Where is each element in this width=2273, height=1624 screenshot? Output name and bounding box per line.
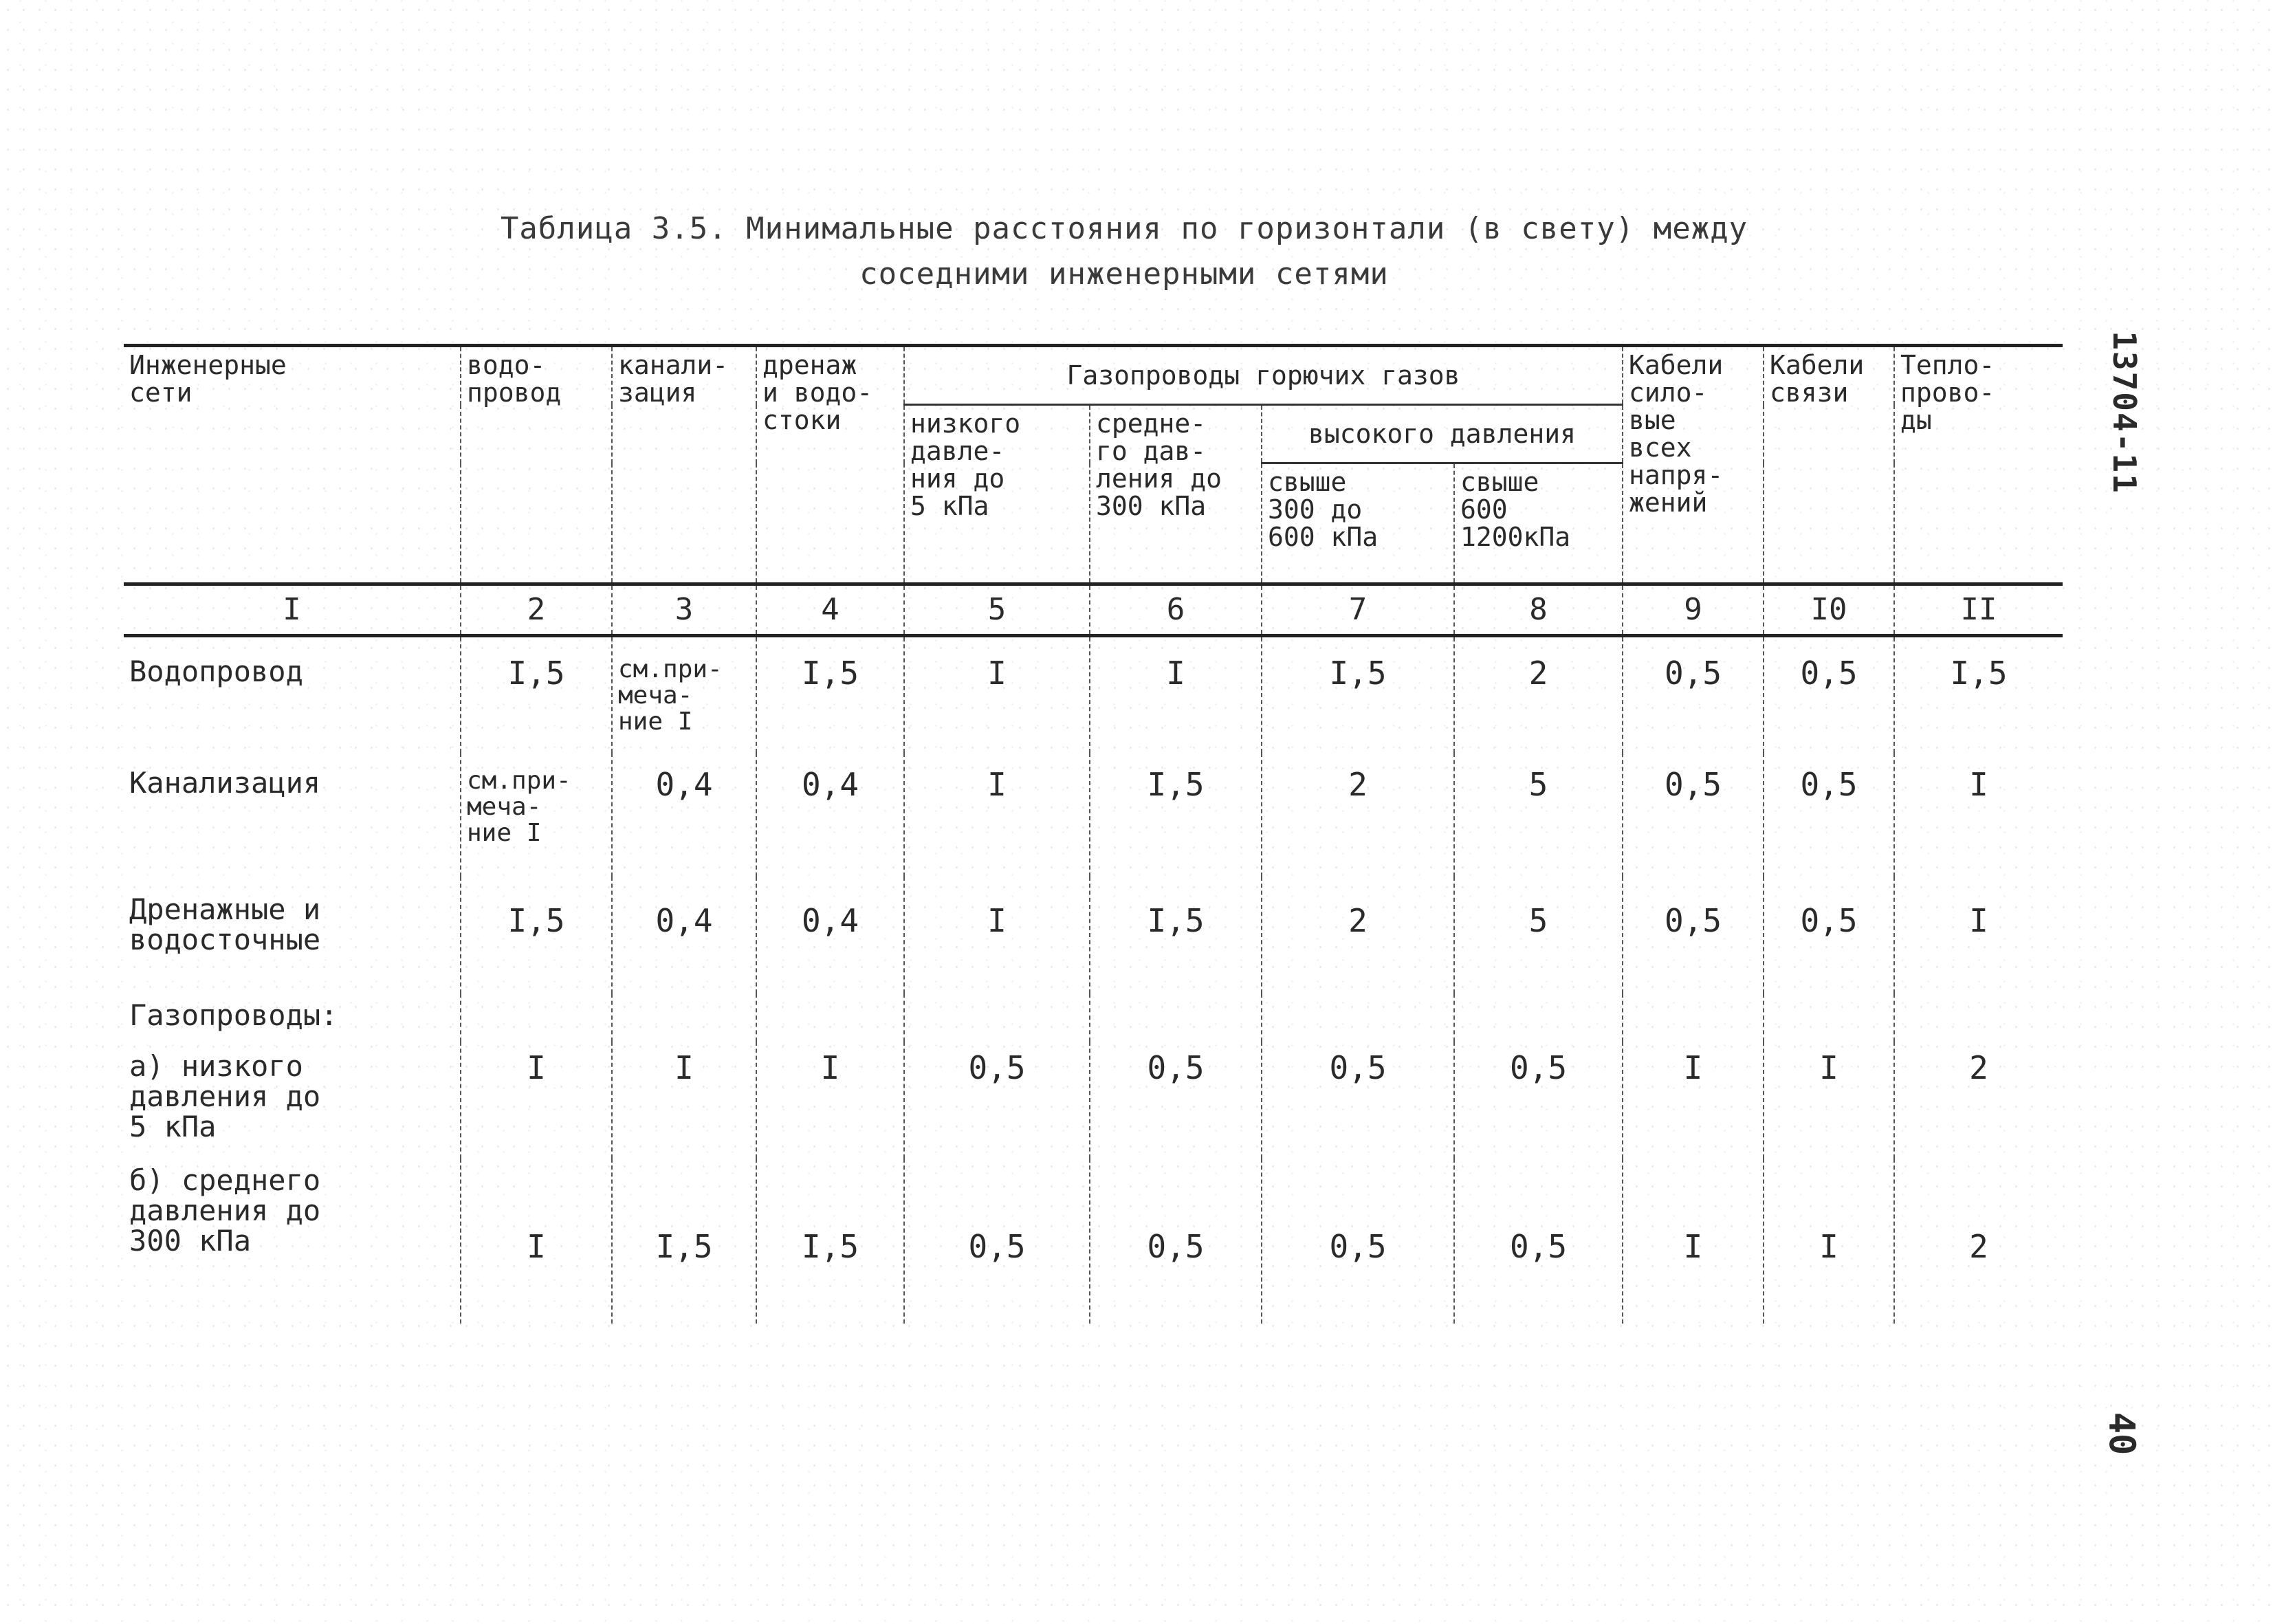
header-gas-300-600: свыше 300 до 600 кПа [1262,463,1454,584]
table-cell: I [1894,753,2063,877]
column-number: 9 [1623,584,1764,636]
header-communication-cables: Кабели связи [1764,346,1894,584]
table-cell: 5 [1454,877,1623,994]
table-cell: 2 [1262,877,1454,994]
table-cell: 0,5 [904,1042,1090,1159]
table-cell: 2 [1894,1159,2063,1324]
column-number: I0 [1764,584,1894,636]
table-cell: 0,5 [1262,1042,1454,1159]
table-cell: 0,5 [1090,1159,1262,1324]
table-cell: I [756,1042,904,1159]
table-caption [385,206,1863,297]
table-cell: I,5 [612,1159,756,1324]
table-cell: I [1894,877,2063,994]
side-code-text: 13704-11 [2106,331,2143,494]
table-cell: см.при- меча- ние I [461,753,612,877]
table-cell: 0,4 [612,877,756,994]
table-cell [904,994,1090,1042]
table-cell [461,994,612,1042]
table-cell: I [1090,636,1262,753]
table-cell: 0,5 [1764,753,1894,877]
row-label: Канализация [124,753,461,877]
row-label: Дренажные и водосточные [124,877,461,994]
table-cell: 0,5 [904,1159,1090,1324]
column-number: I [124,584,461,636]
table-cell: I [461,1159,612,1324]
table-cell: I,5 [461,636,612,753]
table-cell [612,994,756,1042]
header-gas-high-pressure-group: высокого давления [1262,405,1623,463]
table-cell: 0,5 [1262,1159,1454,1324]
page-number-text: 40 [2100,1412,2142,1456]
row-label: а) низкого давления до 5 кПа [124,1042,461,1159]
header-heat-pipelines: Тепло- прово- ды [1894,346,2063,584]
table-cell: I [904,753,1090,877]
header-engineering-networks: Инженерные сети [124,346,461,584]
table-cell: I [1623,1159,1764,1324]
table-cell: 5 [1454,753,1623,877]
table-cell: I [612,1042,756,1159]
header-gas-pipelines-group: Газопроводы горючих газов [904,346,1623,405]
column-number: 6 [1090,584,1262,636]
caption-line-1: Таблица 3.5. Минимальные расстояния по горизонтали (в свету) между [500,211,1748,246]
table-cell: I,5 [1262,636,1454,753]
table-cell: см.при- меча- ние I [612,636,756,753]
table-cell: I [904,877,1090,994]
caption-line-2: соседними инженерными сетями [859,256,1389,292]
table-cell: I,5 [1090,753,1262,877]
table-cell: 0,4 [756,877,904,994]
table-cell: 2 [1454,636,1623,753]
header-water-supply: водо- провод [461,346,612,584]
table-cell: I,5 [461,877,612,994]
column-numbers-row [124,584,2063,636]
row-label: Газопроводы: [124,994,461,1042]
header-sewerage: канали- зация [612,346,756,584]
column-number: II [1894,584,2063,636]
table-cell: 0,5 [1623,753,1764,877]
table-cell: 0,5 [1454,1159,1623,1324]
column-number: 8 [1454,584,1623,636]
table-row-gas-low-pressure [124,1042,2063,1159]
row-label: б) среднего давления до 300 кПа [124,1159,461,1324]
header-drainage: дренаж и водо- стоки [756,346,904,584]
column-number: 3 [612,584,756,636]
table-cell: 0,5 [1090,1042,1262,1159]
table-cell: I [461,1042,612,1159]
table-row-drainage [124,877,2063,994]
table-cell: I,5 [756,1159,904,1324]
table-cell: 0,5 [1623,877,1764,994]
table-cell [756,994,904,1042]
table-cell: 0,5 [1454,1042,1623,1159]
table-cell: 0,5 [1623,636,1764,753]
table-cell: I [1764,1159,1894,1324]
table-cell [1894,994,2063,1042]
table-cell [1262,994,1454,1042]
column-number: 7 [1262,584,1454,636]
row-label: Водопровод [124,636,461,753]
header-gas-low-pressure: низкого давле- ния до 5 кПа [904,405,1090,584]
table-cell: I [904,636,1090,753]
column-number: 2 [461,584,612,636]
table-row-sewerage [124,753,2063,877]
table-cell: I,5 [1090,877,1262,994]
table-cell: I,5 [1894,636,2063,753]
table-cell [1764,994,1894,1042]
table-cell: 2 [1262,753,1454,877]
table-row-gas-pipelines-heading [124,994,2063,1042]
page-number [2090,1403,2152,1464]
header-power-cables: Кабели сило- вые всех напря- жений [1623,346,1764,584]
header-gas-600-1200: свыше 600 1200кПа [1454,463,1623,584]
table-cell: 0,5 [1764,636,1894,753]
table-cell: 0,4 [612,753,756,877]
column-number: 4 [756,584,904,636]
table-cell [1090,994,1262,1042]
table-cell: I [1623,1042,1764,1159]
header-gas-medium-pressure: средне- го дав- ления до 300 кПа [1090,405,1262,584]
table-row-water-supply [124,636,2063,753]
table-cell: 0,5 [1764,877,1894,994]
table-cell: 0,4 [756,753,904,877]
side-document-code [2087,323,2162,502]
table-cell: I,5 [756,636,904,753]
table-cell [1623,994,1764,1042]
table-row-gas-medium-pressure [124,1159,2063,1324]
column-number: 5 [904,584,1090,636]
table-cell: 2 [1894,1042,2063,1159]
table-cell [1454,994,1623,1042]
table-cell: I [1764,1042,1894,1159]
distances-table [124,344,2063,1324]
table-header [124,346,2063,584]
